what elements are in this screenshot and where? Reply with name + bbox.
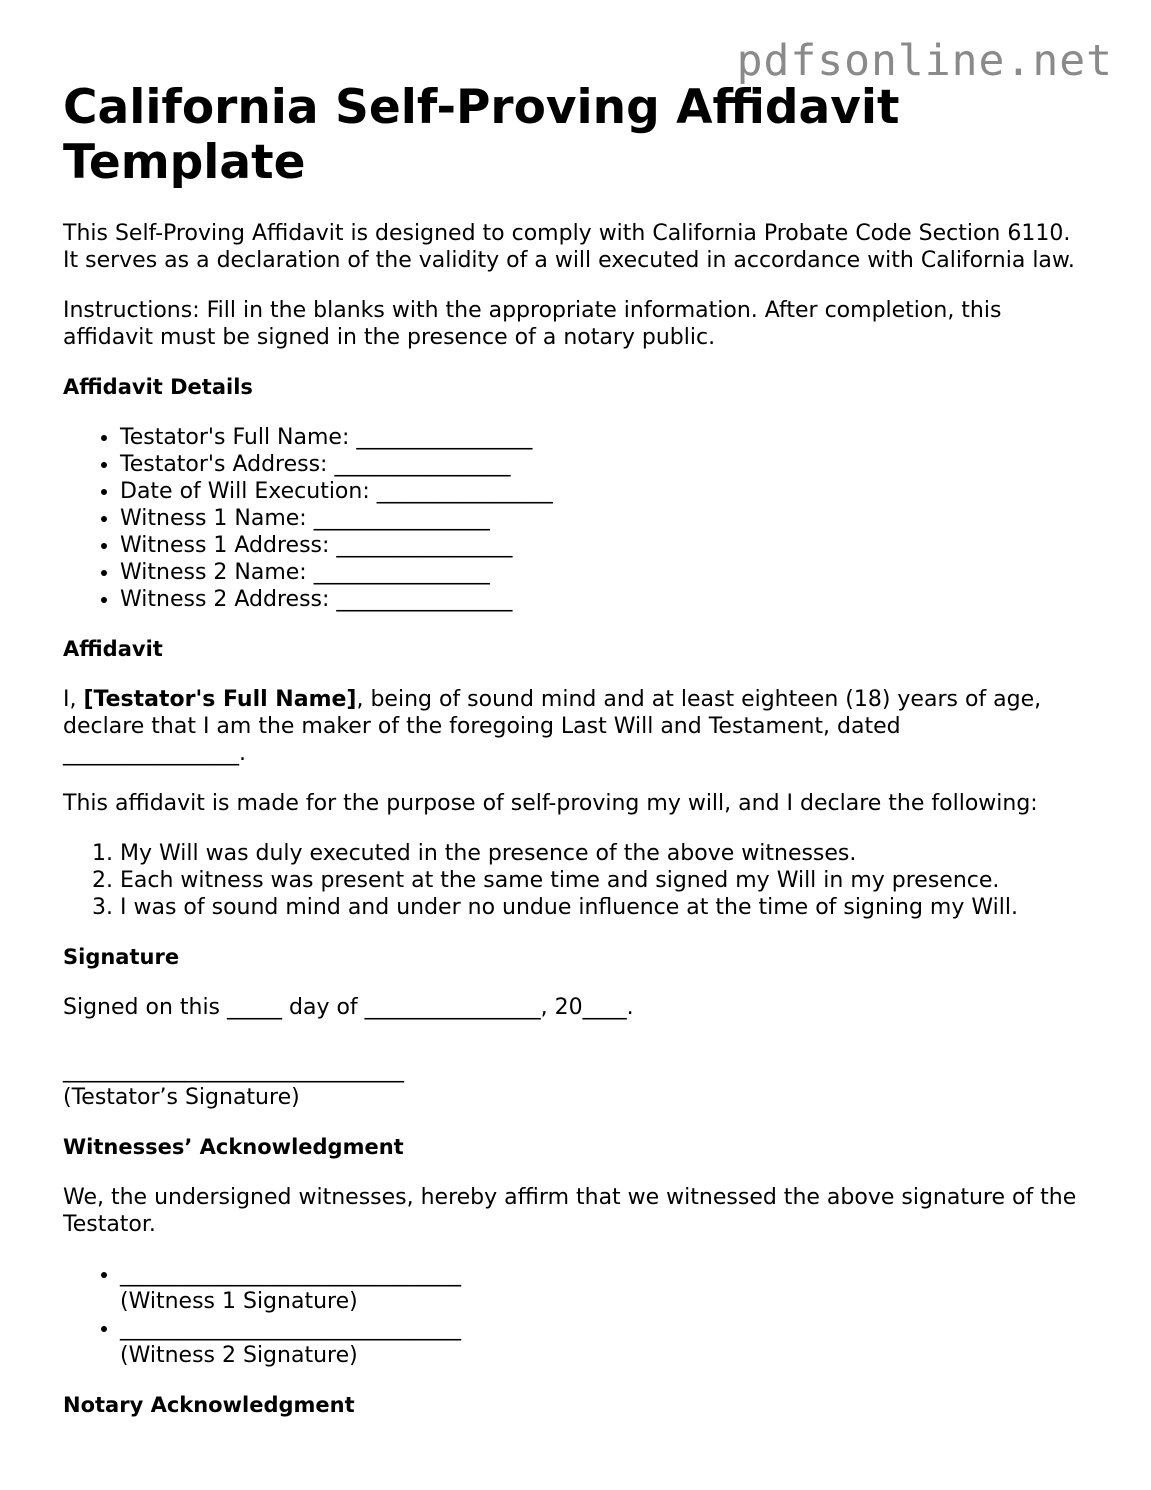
witnesses-heading: Witnesses’ Acknowledgment — [63, 1135, 404, 1159]
document-page — [63, 80, 1083, 1419]
document-title: California Self-Proving Affidavit Template — [63, 80, 900, 190]
witness1-signature-line: • _______________________________ — [120, 1262, 461, 1287]
witness-signature-list — [63, 1261, 1083, 1369]
detail-witness2-address: • Witness 2 Address: ________________ — [120, 586, 1083, 613]
detail-witness2-name: • Witness 2 Name: ________________ — [120, 559, 1083, 586]
declarations-list — [63, 840, 1083, 921]
detail-testator-name: • Testator's Full Name: ________________ — [120, 424, 1083, 451]
detail-witness1-name: • Witness 1 Name: ________________ — [120, 505, 1083, 532]
affidavit-p1-start: I, — [63, 687, 84, 712]
witness-signature-item — [120, 1315, 1083, 1369]
detail-will-date: • Date of Will Execution: ________________ — [120, 478, 1083, 505]
witness2-signature-line: • _______________________________ — [120, 1316, 461, 1341]
testator-signature-caption: (Testator’s Signature) — [63, 1085, 300, 1110]
affidavit-heading: Affidavit — [63, 637, 163, 661]
testator-signature-line: _______________________________ — [63, 1058, 404, 1083]
intro-paragraph: This Self-Proving Affidavit is designed to comply with California Probate Code Section 6110. It serves as a declaration of the validity of a will executed in accordance with California law. — [63, 221, 1075, 273]
witness2-signature-caption: (Witness 2 Signature) — [120, 1343, 358, 1368]
affidavit-p1-rest: , being of sound mind and at least eighteen (18) years of age, declare that I am the maker of the foregoing Last Will and Testament, dated ________________. — [63, 687, 1042, 766]
signature-heading: Signature — [63, 945, 180, 969]
witnesses-paragraph: We, the undersigned witnesses, hereby affirm that we witnessed the above signature of the Testator. — [63, 1185, 1077, 1237]
declaration-item: 2. Each witness was present at the same time and signed my Will in my presence. — [120, 867, 1083, 894]
signed-on-line: Signed on this _____ day of ________________, 20____. — [63, 995, 634, 1020]
witness1-signature-caption: (Witness 1 Signature) — [120, 1289, 358, 1314]
detail-witness1-address: • Witness 1 Address: ________________ — [120, 532, 1083, 559]
testator-name-placeholder: [Testator's Full Name] — [83, 687, 357, 712]
declaration-item: 1. My Will was duly executed in the presence of the above witnesses. — [120, 840, 1083, 867]
detail-testator-address: • Testator's Address: ________________ — [120, 451, 1083, 478]
declaration-item: 3. I was of sound mind and under no undue influence at the time of signing my Will. — [120, 894, 1083, 921]
witness-signature-item — [120, 1261, 1083, 1315]
details-list — [63, 424, 1083, 613]
affidavit-declaration-paragraph — [63, 686, 1083, 767]
notary-heading: Notary Acknowledgment — [63, 1393, 355, 1417]
watermark: pdfsonline.net — [736, 36, 1113, 86]
affidavit-purpose-paragraph: This affidavit is made for the purpose of self-proving my will, and I declare the following: — [63, 791, 1038, 816]
instructions-paragraph: Instructions: Fill in the blanks with the appropriate information. After completion, this affidavit must be signed in the presence of a notary public. — [63, 298, 1002, 350]
details-heading: Affidavit Details — [63, 375, 253, 399]
